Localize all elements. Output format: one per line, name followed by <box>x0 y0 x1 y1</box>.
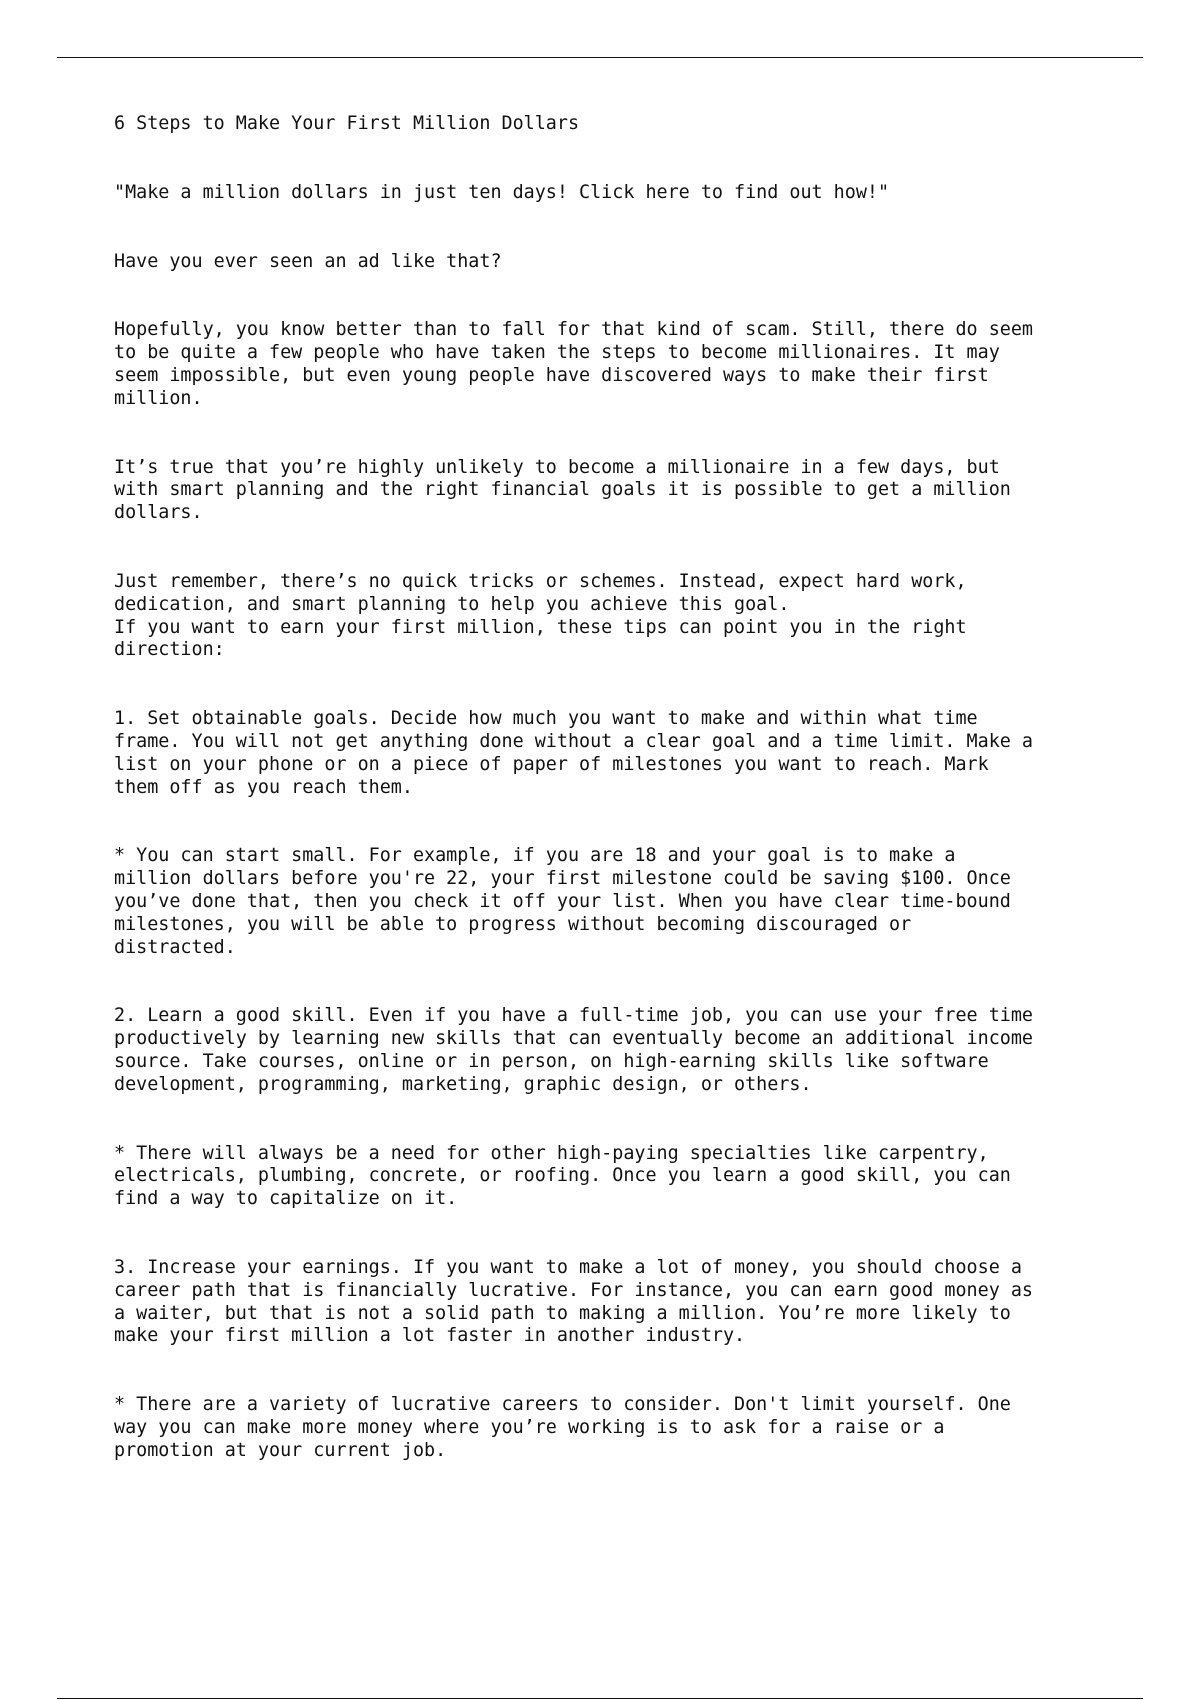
paragraph-question: Have you ever seen an ad like that? <box>114 250 502 272</box>
step-1-note: * You can start small. For example, if you are 18 and your goal is to make a million dollars before you're 22, your first milestone could be saving $100. Once you’ve done that, then you check it off your list. When you have clear time-bound milestones, you will be able to progress without becoming discouraged or distracted. <box>114 845 1011 958</box>
paragraph-ad-quote: "Make a million dollars in just ten days! Click here to find out how!" <box>114 181 890 203</box>
step-1-paragraph: 1. Set obtainable goals. Decide how much you want to make and within what time frame. You will not get anything done without a clear goal and a time limit. Make a list on your phone or on a piece of paper of milestones you want to reach. Mark them off as you reach them. <box>114 708 1033 798</box>
header-rule <box>57 57 1143 58</box>
step-2-note: * There will always be a need for other high-paying specialties like carpentry, electricals, plumbing, concrete, or roofing. Once you learn a good skill, you can find a way to capitalize on it. <box>114 1142 1011 1210</box>
step-3-paragraph: 3. Increase your earnings. If you want to make a lot of money, you should choose a career path that is financially lucrative. For instance, you can earn good money as a waiter, but that is not a solid path to making a million. You’re more likely to make your first million a lot faster in another industry. <box>114 1256 1033 1347</box>
paragraph-remember: Just remember, there’s no quick tricks or schemes. Instead, expect hard work, dedication, and smart planning to help you achieve this goal. If you want to earn your first million, these tips can point you in the right direction: <box>114 570 967 661</box>
step-2-paragraph: 2. Learn a good skill. Even if you have a full-time job, you can use your free time productively by learning new skills that can eventually become an additional income source. Take courses, online or in person, on high-earning skills like software development, programming, marketing, graphic design, or others. <box>114 1005 1033 1095</box>
footer-rule <box>57 1698 1143 1699</box>
document-title: 6 Steps to Make Your First Million Dollars <box>114 113 580 134</box>
document-body <box>114 113 1154 1462</box>
step-3-note: * There are a variety of lucrative careers to consider. Don't limit yourself. One way you can make more money where you’re working is to ask for a raise or a promotion at your current job. <box>114 1394 1011 1461</box>
paragraph-scam-warning: Hopefully, you know better than to fall for that kind of scam. Still, there do seem to be quite a few people who have taken the steps to become millionaires. It may seem impossible, but even young people have discovered ways to make their first million. <box>114 319 1033 409</box>
paragraph-planning: It’s true that you’re highly unlikely to become a millionaire in a few days, but with smart planning and the right financial goals it is possible to get a million dollars. <box>114 456 1011 524</box>
